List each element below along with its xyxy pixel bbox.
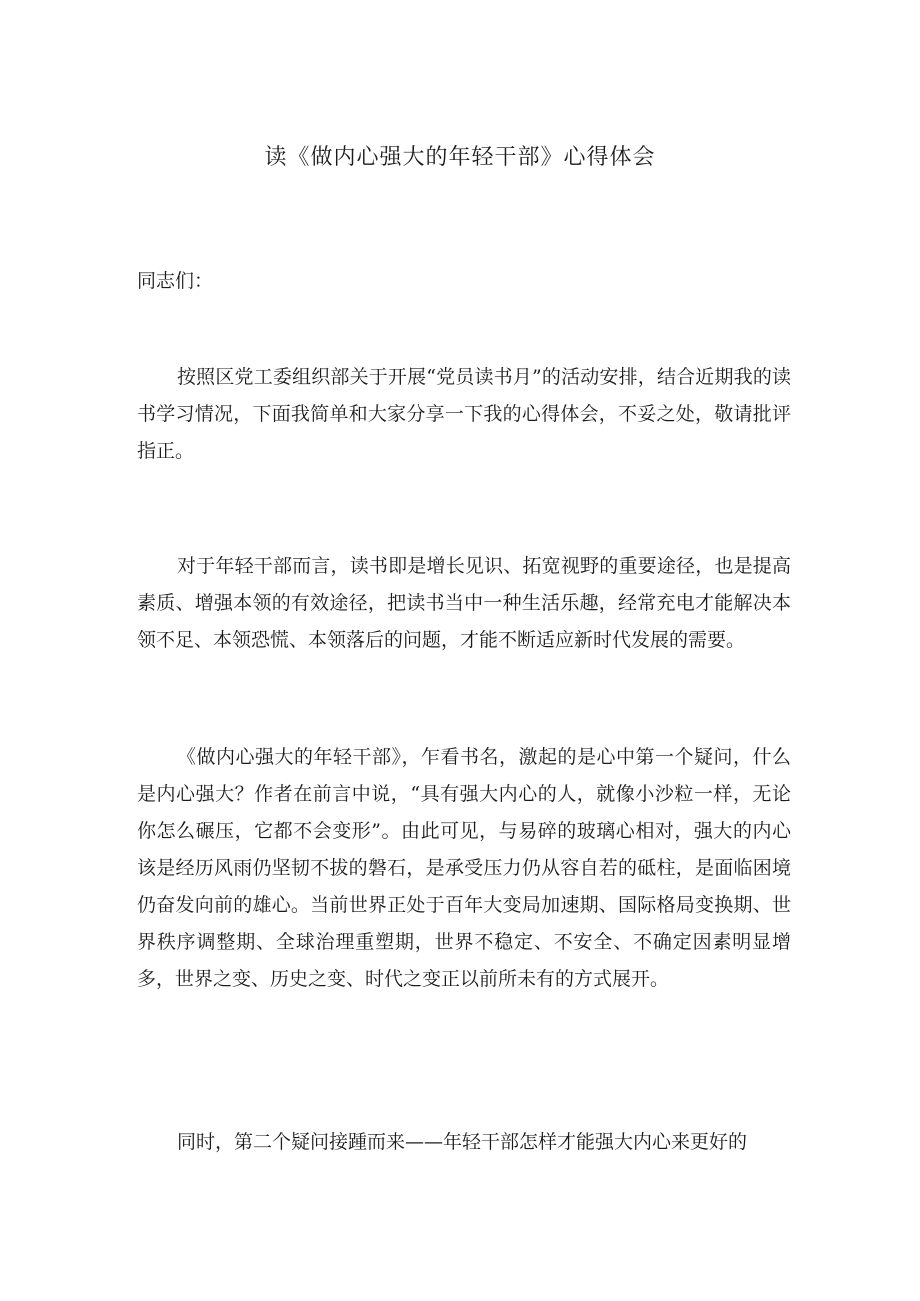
document-title: 读《做内心强大的年轻干部》心得体会 (264, 145, 656, 170)
paragraph-2: 对于年轻干部而言，读书即是增长见识、拓宽视野的重要途径，也是提高素质、增强本领的有效途径，把读书当中一种生活乐趣，经常充电才能解决本领不足、本领恐慌、本领落后的问题，才能不断适应新时代发展的需要。 (137, 555, 791, 651)
paragraph-4: 同时，第二个疑问接踵而来——年轻干部怎样才能强大内心来更好的 (177, 1131, 748, 1153)
paragraph-1: 按照区党工委组织部关于开展“党员读书月”的活动安排，结合近期我的读书学习情况，下面我简单和大家分享一下我的心得体会，不妥之处，敬请批评指正。 (137, 366, 791, 462)
paragraph-3: 《做内心强大的年轻干部》，乍看书名，激起的是心中第一个疑问，什么是内心强大？作者在前言中说，“具有强大内心的人，就像小沙粒一样，无论你怎么碾压，它都不会变形”。由此可见，与易碎的玻璃心相对，强大的内心该是经历风雨仍坚韧不拔的磐石，是承受压力仍从容自若的砥柱，是面临困境仍奋发向前的雄心。当前世界正处于百年大变局加速期、国际格局变换期、世界秩序调整期、全球治理重塑期，世界不稳定、不安全、不确定因素明显增多，世界之变、历史之变、时代之变正以前所未有的方式展开。 (137, 746, 791, 990)
salutation: 同志们： (137, 270, 214, 292)
